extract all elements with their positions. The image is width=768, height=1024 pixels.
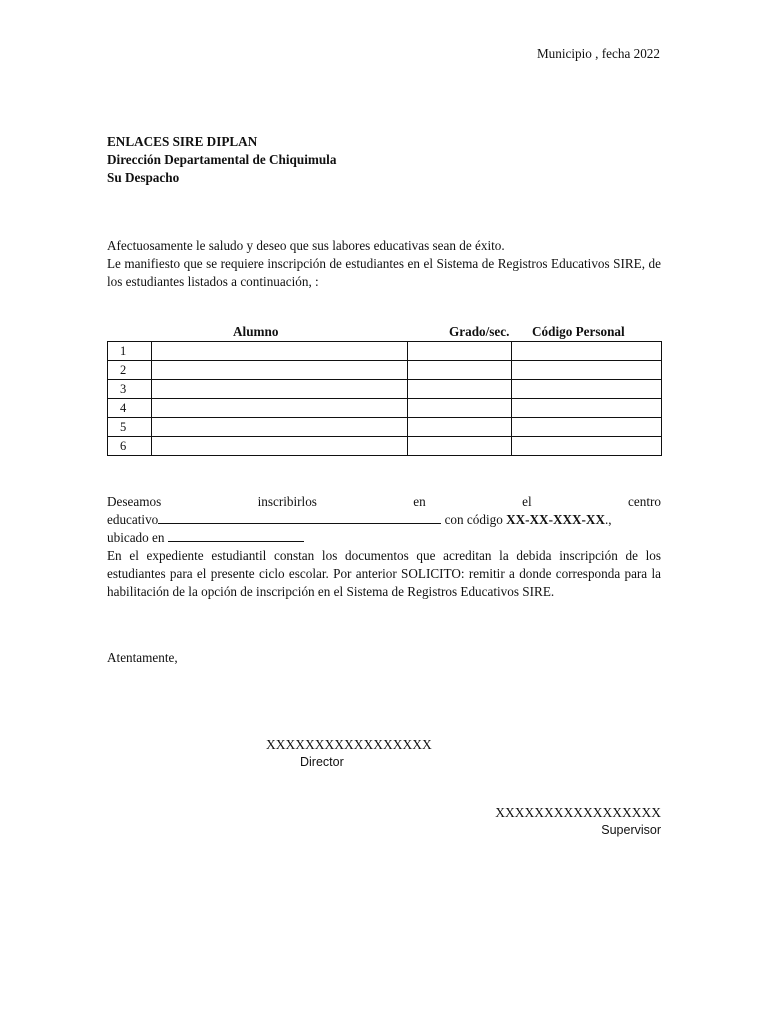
closing: Atentamente, <box>107 650 178 665</box>
alumno-cell <box>152 437 408 456</box>
intro-paragraph <box>107 237 661 291</box>
body-paragraph <box>107 493 661 601</box>
location-blank[interactable] <box>168 529 304 542</box>
request-paragraph: En el expediente estudiantil constan los documentos que acreditan la debida inscripción de los estudiantes para el presente ciclo escolar. Por anterior SOLICITO: remitir a donde corresponda para la habilitación de la opción de inscripción en el Sistema de Registros Educativos SIRE. <box>107 548 661 599</box>
word: Deseamos <box>107 494 162 509</box>
educativo-label: educativo <box>107 512 159 527</box>
school-name-blank[interactable] <box>158 511 441 524</box>
word: inscribirlos <box>257 494 317 509</box>
addressee-line-1: ENLACES SIRE DIPLAN <box>107 134 258 149</box>
alumno-cell <box>152 418 408 437</box>
codigo-cell <box>512 437 662 456</box>
row-number: 6 <box>108 437 152 456</box>
alumno-cell <box>152 342 408 361</box>
codigo-cell <box>512 399 662 418</box>
table-header-grado: Grado/sec. <box>449 324 510 339</box>
addressee-line-3: Su Despacho <box>107 170 180 185</box>
grado-cell <box>408 437 512 456</box>
row-number: 5 <box>108 418 152 437</box>
table-row <box>108 399 662 418</box>
word: centro <box>628 494 661 509</box>
school-line <box>107 511 661 529</box>
date-line: Municipio , fecha 2022 <box>536 46 660 61</box>
codigo-cell <box>512 342 662 361</box>
location-line <box>107 529 661 547</box>
director-name: XXXXXXXXXXXXXXXXX <box>266 737 432 752</box>
ubicado-label: ubicado en <box>107 530 168 545</box>
word: el <box>522 494 532 509</box>
table-header-codigo: Código Personal <box>532 324 625 339</box>
alumno-cell <box>152 380 408 399</box>
row-number: 2 <box>108 361 152 380</box>
table-row <box>108 361 662 380</box>
codigo-cell <box>512 418 662 437</box>
addressee-line-2: Dirección Departamental de Chiquimula <box>107 152 337 167</box>
table-row <box>108 342 662 361</box>
codigo-cell <box>512 380 662 399</box>
grado-cell <box>408 418 512 437</box>
word: en <box>413 494 426 509</box>
codigo-cell <box>512 361 662 380</box>
table-row <box>108 418 662 437</box>
grado-cell <box>408 361 512 380</box>
intro-line-2: Le manifiesto que se requiere inscripción de estudiantes en el Sistema de Registros Educativos SIRE, de los estudiantes listados a continuación, : <box>107 256 661 289</box>
alumno-cell <box>152 361 408 380</box>
supervisor-role: Supervisor <box>601 823 661 837</box>
justified-line <box>107 493 661 511</box>
table-row <box>108 437 662 456</box>
con-codigo-label: con código <box>441 512 507 527</box>
row-number: 1 <box>108 342 152 361</box>
intro-line-1: Afectuosamente le saludo y deseo que sus labores educativas sean de éxito. <box>107 238 505 253</box>
row-number: 3 <box>108 380 152 399</box>
grado-cell <box>408 342 512 361</box>
grado-cell <box>408 399 512 418</box>
table-header-alumno: Alumno <box>233 324 279 339</box>
director-role: Director <box>300 755 344 769</box>
school-code: XX-XX-XXX-XX <box>506 512 605 527</box>
table-row <box>108 380 662 399</box>
students-table <box>107 341 662 456</box>
alumno-cell <box>152 399 408 418</box>
addressee-block <box>107 133 336 187</box>
supervisor-name: XXXXXXXXXXXXXXXXX <box>495 805 661 820</box>
row-number: 4 <box>108 399 152 418</box>
grado-cell <box>408 380 512 399</box>
code-suffix: ., <box>604 512 612 527</box>
